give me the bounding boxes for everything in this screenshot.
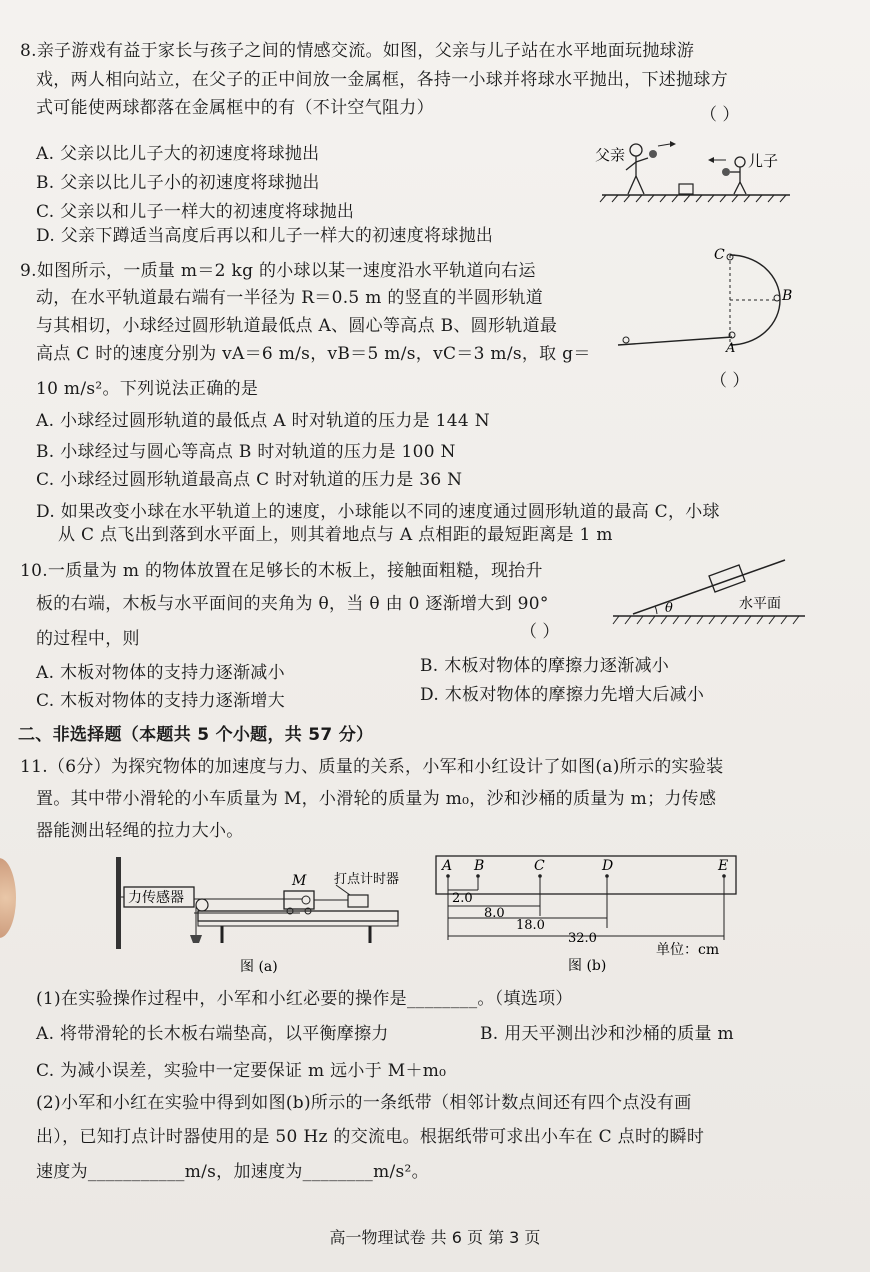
tape-points [446, 874, 726, 878]
thumb [0, 858, 16, 938]
q11-sub2-line: (2)小军和小红在实验中得到如图(b)所示的一条纸带（相邻计数点间还有四个点没有画 [36, 1093, 692, 1113]
q8-option-b: B. 父亲以比儿子小的初速度将球抛出 [36, 173, 320, 193]
figure-a-caption: 图 (a) [240, 959, 278, 975]
q10-line: 的过程中，则 [36, 629, 140, 649]
q9-line: 动，在水平轨道最右端有一半径为 R＝0.5 m 的竖直的半圆形轨道 [36, 288, 544, 308]
ground-label: 水平面 [739, 596, 781, 612]
q10-option-c: C. 木板对物体的支持力逐渐增大 [36, 691, 286, 711]
tape-point-d: D [602, 858, 614, 874]
q11-sub1: (1)在实验操作过程中，小军和小红必要的操作是________。（填选项） [36, 989, 573, 1009]
q9-option-b: B. 小球经过与圆心等高点 B 时对轨道的压力是 100 N [36, 442, 456, 462]
distance-ab: 2.0 [452, 891, 473, 906]
q9-option-a: A. 小球经过圆形轨道的最低点 A 时对轨道的压力是 144 N [36, 411, 490, 431]
q11-sub2-line: 速度为___________m/s，加速度为________m/s²。 [36, 1162, 429, 1182]
figure-b-caption: 图 (b) [568, 958, 607, 974]
answer-paren: （ ） [700, 105, 740, 125]
q9-option-d-cont: 从 C 点飞出到落到水平面上，则其着地点与 A 点相距的最短距离是 1 m [58, 525, 613, 545]
q8-line: 戏，两人相向站立，在父子的正中间放一金属框，各持一小球并将球水平抛出，下述抛球方 [36, 70, 728, 90]
point-a-label: A [726, 341, 736, 355]
point-c-label: C [714, 247, 725, 263]
q8-option-d: D. 父亲下蹲适当高度后再以和儿子一样大的初速度将球抛出 [36, 226, 494, 246]
son-label: 儿子 [748, 152, 779, 170]
incline-figure [605, 548, 810, 630]
distance-ae: 32.0 [568, 931, 597, 946]
q9-option-c: C. 小球经过圆形轨道最高点 C 时对轨道的压力是 36 N [36, 470, 463, 490]
q11-line: 11.（6分）为探究物体的加速度与力、质量的关系，小军和小红设计了如图(a)所示的实验装 [20, 757, 724, 777]
tape-point-a: A [442, 858, 453, 874]
q11-sub1-option-a: A. 将带滑轮的长木板右端垫高，以平衡摩擦力 [36, 1024, 389, 1044]
semicircle-track-figure [610, 240, 810, 355]
q11-sub2-line: 出），已知打点计时器使用的是 50 Hz 的交流电。根据纸带可求出小车在 C 点时的瞬时 [36, 1127, 705, 1147]
tape-point-c: C [534, 858, 545, 874]
q8-line: 式可能使两球都落在金属框中的有（不计空气阻力） [36, 98, 434, 118]
timer-label: 打点计时器 [334, 872, 400, 887]
tape-point-e: E [718, 858, 729, 874]
section-heading: 二、非选择题（本题共 5 个小题，共 57 分） [18, 725, 374, 745]
q9-option-d: D. 如果改变小球在水平轨道上的速度，小球能以不同的速度通过圆形轨道的最高 C，小球 [36, 502, 720, 522]
q10-option-a: A. 木板对物体的支持力逐渐减小 [36, 663, 285, 683]
q10-option-b: B. 木板对物体的摩擦力逐渐减小 [420, 656, 670, 676]
father-son-figure [590, 132, 800, 207]
q9-line: 10 m/s²。下列说法正确的是 [36, 379, 259, 399]
father-label: 父亲 [595, 146, 626, 164]
q11-sub1-option-b: B. 用天平测出沙和沙桶的质量 m [480, 1024, 734, 1044]
distance-ac: 8.0 [484, 906, 505, 921]
page-footer: 高一物理试卷 共 6 页 第 3 页 [329, 1228, 541, 1247]
q11-sub1-option-c: C. 为减小误差，实验中一定要保证 m 远小于 M＋m₀ [36, 1061, 447, 1081]
distance-ad: 18.0 [516, 918, 545, 933]
q11-line: 置。其中带小滑轮的小车质量为 M，小滑轮的质量为 m₀，沙和沙桶的质量为 m；力传感 [36, 789, 717, 809]
theta-label: θ [665, 601, 673, 616]
q10-line: 板的右端，木板与水平面间的夹角为 θ，当 θ 由 0 逐渐增大到 90° [36, 594, 549, 614]
apparatus-figure-a [110, 855, 410, 980]
q8-option-a: A. 父亲以比儿子大的初速度将球抛出 [36, 144, 320, 164]
cart-mass-label: M [292, 873, 307, 889]
tape-point-b: B [474, 858, 485, 874]
answer-paren: （ ） [710, 371, 750, 391]
q9-line: 与其相切，小球经过圆形轨道最低点 A、圆心等高点 B、圆形轨道最 [36, 316, 558, 336]
q9-line: 高点 C 时的速度分别为 vA＝6 m/s，vB＝5 m/s，vC＝3 m/s，取 g＝ [36, 344, 591, 364]
force-sensor-label: 力传感器 [128, 890, 184, 906]
q10-line: 10.一质量为 m 的物体放置在足够长的木板上，接触面粗糙，现抬升 [20, 561, 543, 581]
q8-line: 8.亲子游戏有益于家长与孩子之间的情感交流。如图，父亲与儿子站在水平地面玩抛球游 [20, 41, 695, 61]
q11-line: 器能测出轻绳的拉力大小。 [36, 821, 244, 841]
point-b-label: B [782, 288, 793, 304]
q10-option-d: D. 木板对物体的摩擦力先增大后减小 [420, 685, 705, 705]
q9-line: 9.如图所示，一质量 m＝2 kg 的小球以某一速度沿水平轨道向右运 [20, 261, 536, 281]
answer-paren: （ ） [520, 622, 560, 642]
ticker-tape-figure-b [432, 850, 744, 978]
unit-label: 单位：cm [656, 942, 720, 958]
q8-option-c: C. 父亲以和儿子一样大的初速度将球抛出 [36, 202, 355, 222]
